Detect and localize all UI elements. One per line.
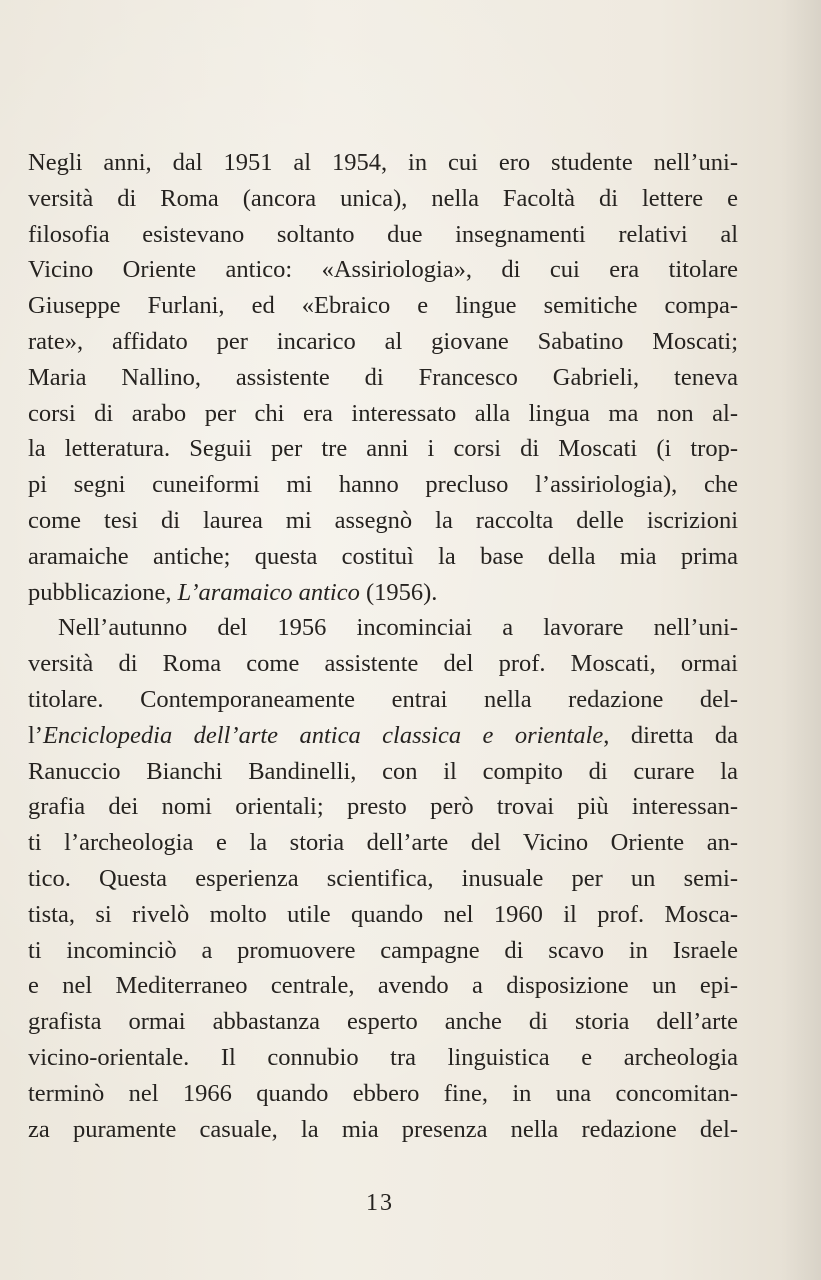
text-line: za puramente casuale, la mia presenza nella redazione del- (28, 1115, 738, 1143)
text-line: ti l’archeologia e la storia dell’arte del Vicino Oriente an- (28, 829, 738, 857)
text-line: terminò nel 1966 quando ebbero fine, in una concomitan- (28, 1079, 738, 1107)
text-line: versità di Roma (ancora unica), nella Facoltà di lettere e (28, 184, 738, 212)
bleed-through-text (40, 0, 820, 140)
paragraph-1 (28, 145, 738, 610)
text-line: Vicino Oriente antico: «Assiriologia», di cui era titolare (28, 256, 738, 284)
text-line: pi segni cuneiformi mi hanno precluso l’assiriologia), che (28, 471, 738, 499)
text-line-with-title (28, 575, 738, 611)
text-line: Negli anni, dal 1951 al 1954, in cui ero studente nell’uni- (28, 149, 738, 176)
text-line: corsi di arabo per chi era interessato alla lingua ma non al- (28, 399, 738, 427)
text-line: come tesi di laurea mi assegnò la raccolta delle iscrizioni (28, 506, 738, 534)
text-line: grafista ormai abbastanza esperto anche di storia dell’arte (28, 1008, 738, 1036)
page-edge-shadow (781, 0, 821, 1280)
paragraph-2 (28, 610, 738, 1147)
line-text-after: (1956). (359, 578, 438, 606)
text-line: filosofia esistevano soltanto due insegnamenti relativi al (28, 220, 738, 248)
text-line-indented: Nell’autunno del 1956 incominciai a lavorare nell’uni- (58, 614, 738, 642)
text-line: e nel Mediterraneo centrale, avendo a disposizione un epi- (28, 972, 738, 1000)
encyclopedia-title: Enciclopedia dell’arte antica classica e orientale (42, 721, 604, 749)
text-line: Giuseppe Furlani, ed «Ebraico e lingue semitiche compa- (28, 292, 738, 320)
line-text-before: pubblicazione, (28, 578, 178, 606)
text-line: titolare. Contemporaneamente entrai nella redazione del- (28, 685, 738, 713)
text-line: la letteratura. Seguii per tre anni i corsi di Moscati (i trop- (28, 435, 738, 463)
text-line: vicino-orientale. Il connubio tra linguistica e archeologia (28, 1043, 738, 1071)
book-title: L’aramaico antico (177, 578, 360, 606)
text-line: tico. Questa esperienza scientifica, inusuale per un semi- (28, 864, 738, 892)
text-line: aramaiche antiche; questa costituì la base della mia prima (28, 542, 738, 570)
line-text-after: , diretta da (603, 721, 739, 749)
page-number: 13 (366, 1190, 394, 1216)
text-line: grafia dei nomi orientali; presto però trovai più interessan- (28, 793, 738, 821)
line-text-before: l’ (28, 721, 43, 749)
text-line: rate», affidato per incarico al giovane Sabatino Moscati; (28, 327, 738, 355)
text-line: Maria Nallino, assistente di Francesco Gabrieli, teneva (28, 363, 738, 391)
body-text (28, 145, 738, 1147)
text-line: versità di Roma come assistente del prof. Moscati, ormai (28, 650, 738, 678)
text-line: Ranuccio Bianchi Bandinelli, con il compito di curare la (28, 757, 738, 785)
text-line-with-title (28, 718, 738, 754)
text-line: tista, si rivelò molto utile quando nel 1960 il prof. Mosca- (28, 900, 738, 928)
text-line: ti incominciò a promuovere campagne di scavo in Israele (28, 936, 738, 964)
